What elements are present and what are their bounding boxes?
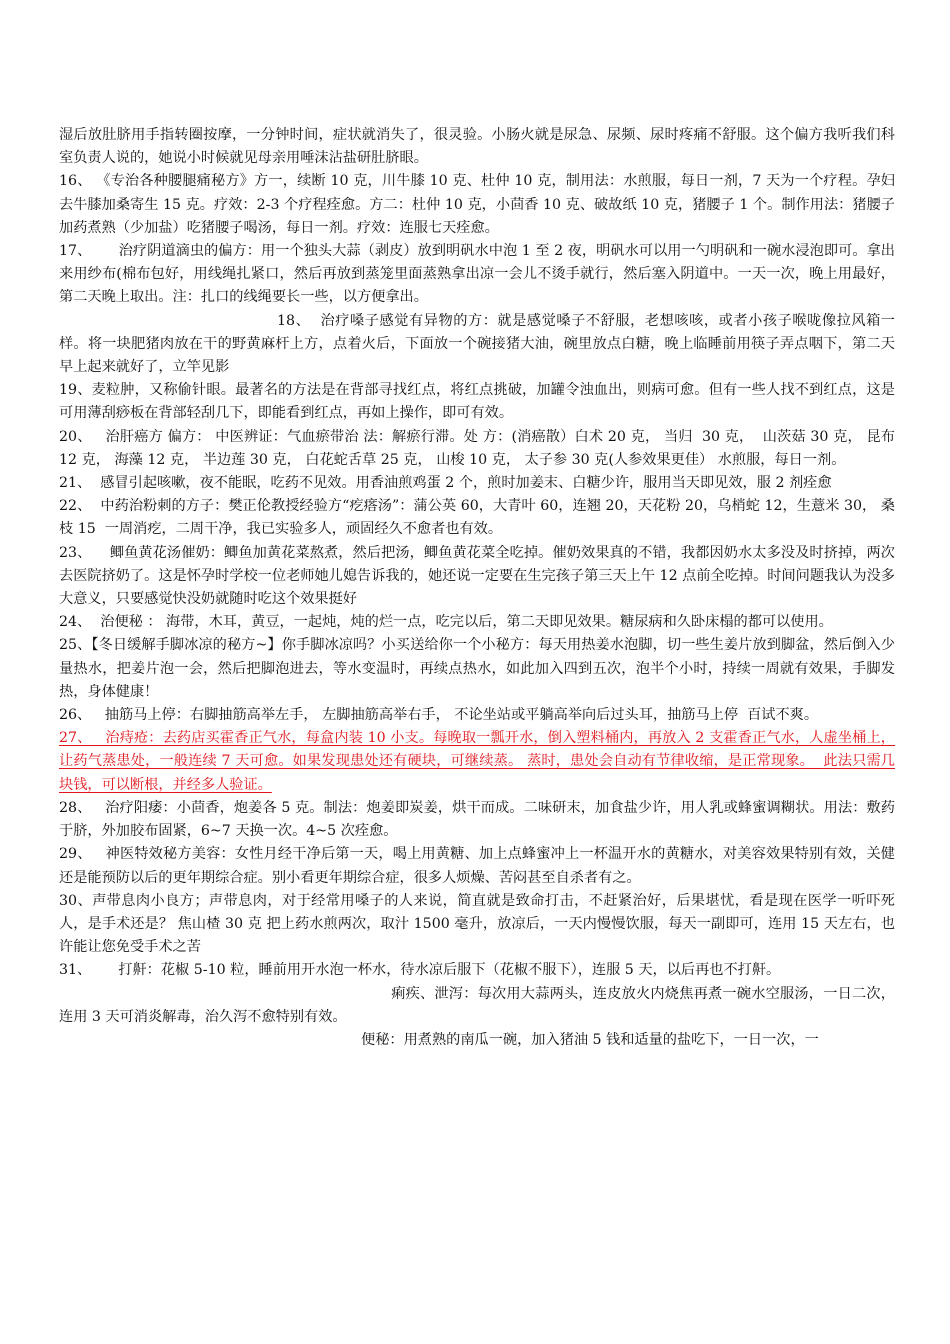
paragraph-24: 24、 治便秘 ： 海带，木耳，黄豆，一起炖，炖的烂一点，吃完以后，第二天即见效果。糖尿病和久卧床榻的都可以使用。 (59, 614, 833, 631)
paragraph-16: 16、 《专治各种腰腿痛秘方》方一，续断 10 克，川牛膝 10 克、杜仲 10 克，制用法：水煎服，每日一剂，7 天为一个疗程。孕妇去牛膝加桑寄生 15 克。疗效：2-3 个疗程痊愈。方二：杜仲 10 克，小茴香 10 克、破故纸 10 克，猪腰子 1 个。制作用法：猪腰子加药煮熟（少加盐）吃猪腰子喝汤，每日一剂。疗效：连服七天痊愈。 (59, 173, 895, 236)
paragraph-20: 20、 治肝癌方 偏方： 中医辨证：气血瘀带治 法：解瘀行滞。处 方：(消癌散）白术 20 克， 当归 30 克， 山茨菇 30 克， 昆布 12 克， 海藻 12 克， 半边莲 30 克， 白花蛇舌草 25 克， 山梭 10 克， 太子参 30 克(人参效果更佳） 水煎服，每日一剂。 (59, 428, 900, 468)
paragraph-27-highlighted: 27、 治痔疮：去药店买霍香正气水，每盒内装 10 小支。每晚取一瓢开水，倒入塑料桶内，再放入 2 支霍香正气水，人虚坐桶上，让药气蒸患处，一般连续 7 天可愈。如果发现患处还有硬块，可继续蒸。 蒸时，患处会自动有节律收缩，是正常现象。 此法只需几块钱，可以断根，并经多人验证。 (59, 730, 895, 793)
paragraph-21: 21、 感冒引起咳嗽，夜不能眠，吃药不见效。用香油煎鸡蛋 2 个，煎时加姜末、白糖少许，服用当天即见效，服 2 剂痊愈 (59, 475, 832, 492)
paragraph-dysentery-text: 痢疾、泄泻：每次用大蒜两头，连皮放火内烧焦再煮一碗水空服汤，一日二次，连用 3 天可消炎解毒，治久泻不愈特别有效。 (59, 985, 895, 1025)
paragraph-31: 31、 打鼾：花椒 5-10 粒，睡前用开水泡一杯水，待水凉后服下（花椒不服下），连服 5 天，以后再也不打鼾。 (59, 962, 781, 979)
paragraph-intro: 湿后放肚脐用手指转圈按摩，一分钟时间，症状就消失了，很灵验。小肠火就是尿急、尿频、尿时疼痛不舒服。这个偏方我听我们科室负责人说的，她说小时候就见母亲用唾沫沾盐研肚脐眼。 (59, 127, 895, 167)
paragraph-29: 29、 神医特效秘方美容：女性月经干净后第一天，喝上用黄糖、加上点蜂蜜冲上一杯温开水的黄糖水，对美容效果特别有效，关健还是能预防以后的更年期综合症。别小看更年期综合症，很多人烦燥、苦闷甚至自杀者有之。 (59, 846, 895, 886)
paragraph-19: 19、麦粒肿，又称偷针眼。最著名的方法是在背部寻找红点，将红点挑破，加罐令浊血出，则病可愈。但有一些人找不到红点，这是可用薄刮痧板在背部轻刮几下，即能看到红点，再如上操作，即可有效。 (59, 382, 895, 422)
paragraph-18 (59, 310, 895, 380)
paragraph-26: 26、 抽筋马上停：右脚抽筋高举左手， 左脚抽筋高举右手， 不论坐站或平躺高举向后过头耳，抽筋马上停 百试不爽。 (59, 707, 819, 724)
paragraph-28: 28、 治疗阳痿：小茴香，炮姜各 5 克。制法：炮姜即炭姜，烘干而成。二味研末，加食盐少许，用人乳或蜂蜜调糊状。用法：敷药于脐，外加胶布固紧，6~7 天换一次。4~5 次痊愈。 (59, 799, 895, 840)
paragraph-18-text: 18、 治疗嗓子感觉有异物的方：就是感觉嗓子不舒服，老想咳咳，或者小孩子喉咙像拉风箱一样。将一块肥猪肉放在干的野黄麻杆上方，点着火后，下面放一个碗接猪大油，碗里放点白糖，晚上临睡前用筷子弄点咽下，第二天早上起来就好了，立竿见影 (59, 312, 895, 376)
paragraph-30: 30、声带息肉小良方；声带息肉，对于经常用嗓子的人来说，简直就是致命打击，不赶紧治好，后果堪忧，看是现在医学一听吓死人，是手术还是？ 焦山楂 30 克 把上药水煎两次，取汁 1500 毫升，放凉后，一天内慢慢饮服，每天一副即可，连用 15 天左右，也许能让您免受手术之苦 (59, 892, 895, 956)
document-page (59, 124, 900, 1052)
paragraph-23: 23、 鲫鱼黄花汤催奶：鲫鱼加黄花菜熬煮，然后把汤，鲫鱼黄花菜全吃掉。催奶效果真的不错，我都因奶水太多没及时挤掉，两次去医院挤奶了。这是怀孕时学校一位老师她儿媳告诉我的，她还说一定要在生完孩子第三天上午 12 点前全吃掉。时间问题我认为没多大意义，只要感觉快没奶就随时吃这个效果挺好 (59, 544, 895, 608)
paragraph-25: 25、【冬日缓解手脚冰凉的秘方~】你手脚冰凉吗？小买送给你一个小秘方：每天用热姜水泡脚，切一些生姜片放到脚盆，然后倒入少量热水，把姜片泡一会，然后把脚泡进去，等水变温时，再续点热水，如此加入四到五次，泡半个小时，持续一周就有效果，手脚发热，身体健康！ (59, 637, 895, 700)
paragraph-constipation-text: 便秘：用煮熟的南瓜一碗，加入猪油 5 钱和适量的盐吃下，一日一次，一 (361, 1031, 819, 1048)
paragraph-17: 17、 治疗阴道滴虫的偏方：用一个独头大蒜（剥皮）放到明矾水中泡 1 至 2 夜，明矾水可以用一勺明矾和一碗水浸泡即可。拿出来用纱布(棉布包好，用线绳扎紧口，然后再放到蒸笼里面蒸熟拿出凉一会儿不烫手就行，然后塞入阴道中。一天一次，晚上用最好，第二天晚上取出。注：扎口的线绳要长一些，以方便拿出。 (59, 243, 895, 306)
paragraph-22: 22、 中药治粉刺的方子：樊正伦教授经验方“疙瘩汤”：蒲公英 60，大青叶 60，连翘 20，天花粉 20，乌梢蛇 12，生薏米 30， 桑枝 15 一周消疙，二周干净，我已实验多人，顽固经久不愈者也有效。 (59, 498, 895, 538)
paragraph-dysentery (59, 983, 895, 1029)
paragraph-constipation (59, 1029, 895, 1052)
